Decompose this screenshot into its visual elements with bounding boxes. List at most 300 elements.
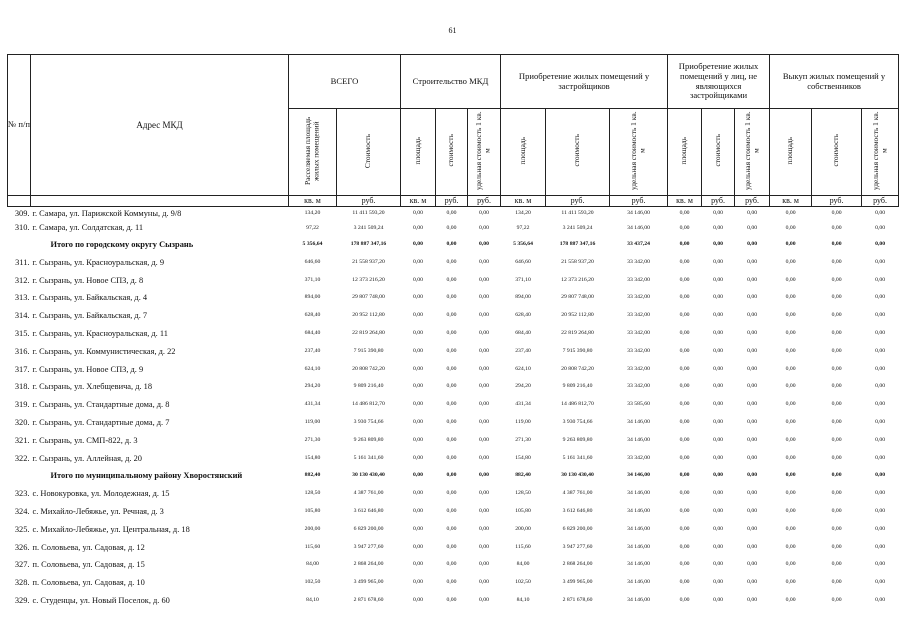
value-cell: 0,00 bbox=[413, 596, 423, 603]
col-header: удельная стоимость 1 кв. м bbox=[735, 109, 770, 196]
address-cell: г. Сызрань, ул. Красноуральская, д. 9 bbox=[32, 257, 165, 267]
row-number: 325. bbox=[14, 524, 30, 534]
value-cell: 0,00 bbox=[875, 383, 886, 390]
units-empty-cell bbox=[8, 196, 31, 207]
col-header: Расселяемая площадь жилых помещений bbox=[289, 109, 337, 196]
table-row bbox=[8, 592, 899, 610]
value-cell: 128,50 bbox=[515, 490, 531, 497]
value-cell: 0,00 bbox=[479, 436, 489, 443]
value-cell: 0,00 bbox=[413, 276, 423, 283]
value-cell: 0,00 bbox=[446, 210, 457, 216]
value-cell: 34 146,00 bbox=[627, 561, 650, 568]
value-cell: 9 263 809,80 bbox=[562, 436, 593, 443]
value-cell: 33 342,00 bbox=[627, 454, 650, 461]
value-cell: 0,00 bbox=[831, 454, 842, 461]
value-cell: 115,60 bbox=[515, 543, 531, 550]
value-cell: 294,20 bbox=[515, 383, 531, 390]
value-cell: 0,00 bbox=[413, 383, 423, 390]
value-cell: 0,00 bbox=[479, 225, 489, 231]
row-number: 309. bbox=[14, 209, 30, 218]
value-cell: 0,00 bbox=[785, 418, 796, 425]
value-cell: 0,00 bbox=[747, 294, 758, 301]
value-cell: 154,80 bbox=[304, 454, 321, 461]
address-header: Адрес МКД bbox=[31, 55, 289, 196]
unit-label: руб. bbox=[436, 196, 468, 207]
value-cell: 0,00 bbox=[785, 436, 796, 443]
value-cell: 119,00 bbox=[515, 418, 531, 425]
unit-label: кв. м bbox=[289, 196, 337, 207]
value-cell: 0,00 bbox=[875, 454, 886, 461]
value-cell: 3 499 965,00 bbox=[353, 579, 384, 586]
value-cell: 33 342,00 bbox=[627, 383, 650, 390]
value-cell: 34 146,00 bbox=[627, 210, 650, 216]
address-cell: г. Сызрань, ул. Коммунистическая, д. 22 bbox=[32, 346, 176, 356]
value-cell: 12 373 216,20 bbox=[561, 276, 594, 283]
value-cell: 0,00 bbox=[875, 490, 886, 497]
value-cell: 371,10 bbox=[304, 276, 321, 283]
value-cell: 14 486 812,70 bbox=[352, 401, 385, 408]
value-cell: 3 947 277,60 bbox=[353, 543, 384, 550]
value-cell: 0,00 bbox=[831, 418, 842, 425]
value-cell: 0,00 bbox=[446, 472, 457, 479]
col-header: площадь bbox=[770, 109, 812, 196]
address-cell: с. Михайло-Лебяжье, ул. Речная, д. 3 bbox=[32, 506, 164, 516]
value-cell: 0,00 bbox=[413, 579, 423, 586]
value-cell: 0,00 bbox=[875, 225, 886, 231]
value-cell: 0,00 bbox=[785, 454, 796, 461]
value-cell: 0,00 bbox=[446, 579, 457, 586]
value-cell: 0,00 bbox=[446, 401, 457, 408]
value-cell: 0,00 bbox=[446, 418, 457, 425]
value-cell: 0,00 bbox=[785, 490, 796, 497]
value-cell: 0,00 bbox=[446, 276, 457, 283]
value-cell: 0,00 bbox=[831, 436, 842, 443]
value-cell: 34 146,00 bbox=[627, 507, 650, 514]
value-cell: 11 411 593,20 bbox=[352, 210, 385, 216]
value-cell: 0,00 bbox=[747, 365, 758, 372]
address-cell: г. Сызрань, ул. Байкальская, д. 4 bbox=[32, 293, 148, 303]
value-cell: 0,00 bbox=[446, 543, 457, 550]
value-cell: 0,00 bbox=[747, 347, 758, 354]
value-cell: 0,00 bbox=[747, 596, 758, 603]
value-cell: 0,00 bbox=[785, 210, 796, 216]
value-cell: 105,80 bbox=[515, 507, 531, 514]
value-cell: 0,00 bbox=[446, 312, 457, 319]
value-cell: 0,00 bbox=[875, 241, 886, 247]
col-header: площадь bbox=[401, 109, 436, 196]
value-cell: 178 887 347,16 bbox=[350, 241, 387, 247]
value-cell: 34 146,00 bbox=[627, 436, 650, 443]
value-cell: 0,00 bbox=[785, 329, 796, 336]
value-cell: 0,00 bbox=[785, 472, 796, 479]
value-cell: 84,10 bbox=[516, 596, 530, 603]
value-cell: 0,00 bbox=[785, 507, 796, 514]
value-cell: 0,00 bbox=[479, 312, 489, 319]
value-cell: 0,00 bbox=[446, 454, 457, 461]
value-cell: 0,00 bbox=[747, 241, 758, 247]
value-cell: 0,00 bbox=[713, 329, 724, 336]
value-cell: 0,00 bbox=[713, 347, 724, 354]
value-cell: 97,22 bbox=[306, 225, 319, 231]
value-cell: 0,00 bbox=[831, 258, 842, 265]
value-cell: 0,00 bbox=[679, 312, 690, 319]
row-number: 328. bbox=[14, 578, 30, 588]
address-cell: п. Соловьева, ул. Садовая, д. 15 bbox=[32, 560, 145, 570]
value-cell: 5 161 341,60 bbox=[353, 454, 384, 461]
address-cell: п. Соловьева, ул. Садовая, д. 12 bbox=[32, 542, 145, 552]
value-cell: 0,00 bbox=[679, 561, 690, 568]
value-cell: 33 342,00 bbox=[627, 258, 650, 265]
value-cell: 0,00 bbox=[713, 365, 724, 372]
subtotal-row bbox=[8, 236, 899, 254]
value-cell: 0,00 bbox=[713, 294, 724, 301]
value-cell: 0,00 bbox=[713, 210, 724, 216]
value-cell: 0,00 bbox=[785, 561, 796, 568]
value-cell: 0,00 bbox=[785, 258, 796, 265]
value-cell: 0,00 bbox=[413, 312, 423, 319]
value-cell: 0,00 bbox=[785, 276, 796, 283]
row-number bbox=[8, 236, 31, 254]
value-cell: 646,60 bbox=[515, 258, 531, 265]
value-cell: 0,00 bbox=[413, 210, 423, 216]
value-cell: 0,00 bbox=[831, 525, 842, 532]
value-cell: 0,00 bbox=[679, 507, 690, 514]
value-cell: 0,00 bbox=[831, 579, 842, 586]
value-cell: 0,00 bbox=[679, 454, 690, 461]
value-cell: 2 871 678,60 bbox=[353, 596, 384, 603]
value-cell: 0,00 bbox=[413, 543, 423, 550]
value-cell: 237,40 bbox=[515, 347, 531, 354]
row-number: 326. bbox=[14, 542, 30, 552]
value-cell: 0,00 bbox=[446, 383, 457, 390]
value-cell: 0,00 bbox=[679, 490, 690, 497]
value-cell: 0,00 bbox=[713, 507, 724, 514]
value-cell: 3 612 646,80 bbox=[353, 507, 384, 514]
value-cell: 0,00 bbox=[679, 543, 690, 550]
value-cell: 0,00 bbox=[875, 507, 886, 514]
value-cell: 0,00 bbox=[713, 561, 724, 568]
value-cell: 0,00 bbox=[413, 347, 423, 354]
value-cell: 431,34 bbox=[304, 401, 321, 408]
value-cell: 0,00 bbox=[785, 365, 796, 372]
value-cell: 0,00 bbox=[875, 472, 886, 479]
value-cell: 0,00 bbox=[747, 436, 758, 443]
address-cell: г. Самара, ул. Парижской Коммуны, д. 9/8 bbox=[32, 209, 182, 218]
row-number: 324. bbox=[14, 506, 30, 516]
value-cell: 0,00 bbox=[831, 347, 842, 354]
value-cell: 200,00 bbox=[304, 525, 321, 532]
value-cell: 628,40 bbox=[515, 312, 531, 319]
value-cell: 0,00 bbox=[413, 225, 423, 231]
address-cell: г. Сызрань, ул. Новое СПЗ, д. 9 bbox=[32, 364, 144, 374]
value-cell: 0,00 bbox=[479, 579, 489, 586]
value-cell: 4 387 761,00 bbox=[353, 490, 384, 497]
value-cell: 7 915 390,80 bbox=[562, 347, 593, 354]
unit-label: руб. bbox=[862, 196, 899, 207]
value-cell: 0,00 bbox=[446, 507, 457, 514]
value-cell: 0,00 bbox=[679, 579, 690, 586]
value-cell: 0,00 bbox=[785, 383, 796, 390]
row-number: 315. bbox=[14, 328, 30, 338]
value-cell: 33 342,00 bbox=[627, 312, 650, 319]
value-cell: 0,00 bbox=[713, 596, 724, 603]
value-cell: 21 558 937,20 bbox=[561, 258, 594, 265]
group-header-non-developers: Приобретение жилых помещений у лиц, не являющихся застройщиками bbox=[668, 55, 770, 109]
value-cell: 4 387 761,00 bbox=[562, 490, 593, 497]
value-cell: 0,00 bbox=[713, 454, 724, 461]
value-cell: 0,00 bbox=[479, 365, 489, 372]
value-cell: 0,00 bbox=[747, 579, 758, 586]
value-cell: 0,00 bbox=[713, 383, 724, 390]
value-cell: 9 809 216,40 bbox=[562, 383, 593, 390]
value-cell: 154,80 bbox=[515, 454, 531, 461]
value-cell: 0,00 bbox=[446, 490, 457, 497]
units-row bbox=[8, 196, 899, 207]
row-number bbox=[8, 467, 31, 485]
value-cell: 0,00 bbox=[831, 401, 842, 408]
value-cell: 3 930 754,66 bbox=[562, 418, 593, 425]
value-cell: 0,00 bbox=[747, 543, 758, 550]
value-cell: 0,00 bbox=[831, 472, 842, 479]
unit-label: руб. bbox=[610, 196, 668, 207]
table-header bbox=[8, 55, 899, 207]
value-cell: 102,50 bbox=[515, 579, 531, 586]
value-cell: 0,00 bbox=[446, 561, 457, 568]
value-cell: 0,00 bbox=[479, 418, 489, 425]
value-cell: 34 146,00 bbox=[627, 490, 650, 497]
value-cell: 0,00 bbox=[713, 579, 724, 586]
table-row bbox=[8, 396, 899, 414]
value-cell: 0,00 bbox=[413, 365, 423, 372]
value-cell: 0,00 bbox=[831, 276, 842, 283]
value-cell: 0,00 bbox=[875, 294, 886, 301]
table-row bbox=[8, 343, 899, 361]
value-cell: 0,00 bbox=[747, 312, 758, 319]
value-cell: 0,00 bbox=[413, 561, 423, 568]
value-cell: 34 146,00 bbox=[627, 225, 650, 231]
row-number: 320. bbox=[14, 417, 30, 427]
value-cell: 0,00 bbox=[679, 258, 690, 265]
value-cell: 9 809 216,40 bbox=[353, 383, 384, 390]
col-header: площадь bbox=[668, 109, 702, 196]
table-row bbox=[8, 378, 899, 396]
value-cell: 0,00 bbox=[413, 436, 423, 443]
value-cell: 34 146,00 bbox=[627, 596, 650, 603]
unit-label: кв. м bbox=[668, 196, 702, 207]
value-cell: 0,00 bbox=[446, 596, 457, 603]
value-cell: 0,00 bbox=[875, 436, 886, 443]
unit-label: руб. bbox=[337, 196, 401, 207]
address-cell: с. Новокуровка, ул. Молодежная, д. 15 bbox=[32, 489, 170, 499]
value-cell: 0,00 bbox=[831, 294, 842, 301]
table-row bbox=[8, 325, 899, 343]
address-cell: г. Сызрань, ул. Стандартные дома, д. 8 bbox=[32, 400, 170, 410]
value-cell: 3 930 754,66 bbox=[353, 418, 384, 425]
col-header: Стоимость bbox=[337, 109, 401, 196]
value-cell: 0,00 bbox=[831, 507, 842, 514]
value-cell: 0,00 bbox=[679, 365, 690, 372]
value-cell: 0,00 bbox=[713, 436, 724, 443]
value-cell: 34 146,00 bbox=[627, 472, 650, 479]
value-cell: 0,00 bbox=[875, 401, 886, 408]
value-cell: 0,00 bbox=[679, 225, 690, 231]
value-cell: 0,00 bbox=[479, 258, 489, 265]
value-cell: 0,00 bbox=[831, 596, 842, 603]
value-cell: 0,00 bbox=[413, 401, 423, 408]
value-cell: 0,00 bbox=[747, 329, 758, 336]
value-cell: 14 486 812,70 bbox=[561, 401, 594, 408]
value-cell: 0,00 bbox=[679, 241, 690, 247]
group-header-developers: Приобретение жилых помещений у застройщиков bbox=[501, 55, 668, 109]
value-cell: 0,00 bbox=[713, 276, 724, 283]
value-cell: 0,00 bbox=[785, 596, 796, 603]
col-header: стоимость bbox=[702, 109, 735, 196]
value-cell: 34 146,00 bbox=[627, 418, 650, 425]
value-cell: 0,00 bbox=[875, 276, 886, 283]
table-body bbox=[8, 207, 899, 610]
value-cell: 0,00 bbox=[479, 347, 489, 354]
value-cell: 0,00 bbox=[713, 241, 724, 247]
value-cell: 9 263 809,80 bbox=[353, 436, 384, 443]
value-cell: 11 411 593,20 bbox=[561, 210, 594, 216]
value-cell: 200,00 bbox=[515, 525, 531, 532]
col-header: стоимость bbox=[546, 109, 610, 196]
value-cell: 0,00 bbox=[747, 276, 758, 283]
value-cell: 0,00 bbox=[785, 525, 796, 532]
value-cell: 0,00 bbox=[875, 525, 886, 532]
table-row bbox=[8, 556, 899, 574]
value-cell: 0,00 bbox=[479, 329, 489, 336]
value-cell: 0,00 bbox=[831, 312, 842, 319]
value-cell: 0,00 bbox=[747, 210, 758, 216]
value-cell: 0,00 bbox=[413, 454, 423, 461]
subtotal-label: Итого по муниципальному району Хворостянский bbox=[50, 471, 243, 481]
value-cell: 0,00 bbox=[479, 241, 489, 247]
value-cell: 20 808 742,20 bbox=[561, 365, 594, 372]
value-cell: 7 915 390,80 bbox=[353, 347, 384, 354]
address-cell: г. Сызрань, ул. Байкальская, д. 7 bbox=[32, 311, 148, 321]
value-cell: 0,00 bbox=[785, 225, 796, 231]
value-cell: 0,00 bbox=[747, 383, 758, 390]
value-cell: 0,00 bbox=[747, 258, 758, 265]
value-cell: 33 342,00 bbox=[627, 276, 650, 283]
value-cell: 431,34 bbox=[515, 401, 531, 408]
value-cell: 3 241 509,24 bbox=[353, 225, 384, 231]
unit-label: руб. bbox=[735, 196, 770, 207]
value-cell: 237,40 bbox=[304, 347, 321, 354]
value-cell: 0,00 bbox=[479, 561, 489, 568]
value-cell: 0,00 bbox=[875, 543, 886, 550]
value-cell: 0,00 bbox=[747, 472, 758, 479]
row-number: 317. bbox=[14, 364, 30, 374]
address-cell: г. Сызрань, ул. СМП-822, д. 3 bbox=[32, 435, 138, 445]
col-header: удельная стоимость 1 кв. м bbox=[468, 109, 501, 196]
value-cell: 84,00 bbox=[306, 561, 319, 568]
value-cell: 0,00 bbox=[479, 507, 489, 514]
value-cell: 6 829 200,00 bbox=[562, 525, 593, 532]
value-cell: 12 373 216,20 bbox=[352, 276, 385, 283]
value-cell: 894,00 bbox=[515, 294, 531, 301]
address-cell: п. Соловьева, ул. Садовая, д. 10 bbox=[32, 578, 145, 588]
value-cell: 0,00 bbox=[679, 383, 690, 390]
value-cell: 0,00 bbox=[413, 329, 423, 336]
row-number: 313. bbox=[14, 293, 30, 303]
value-cell: 0,00 bbox=[479, 401, 489, 408]
value-cell: 84,00 bbox=[516, 561, 530, 568]
value-cell: 0,00 bbox=[713, 401, 724, 408]
value-cell: 5 356,64 bbox=[513, 241, 533, 247]
value-cell: 0,00 bbox=[875, 561, 886, 568]
value-cell: 0,00 bbox=[713, 525, 724, 532]
value-cell: 0,00 bbox=[875, 579, 886, 586]
value-cell: 624,10 bbox=[515, 365, 531, 372]
value-cell: 0,00 bbox=[479, 383, 489, 390]
table-row bbox=[8, 485, 899, 503]
value-cell: 0,00 bbox=[875, 210, 886, 216]
value-cell: 0,00 bbox=[831, 241, 842, 247]
value-cell: 0,00 bbox=[446, 365, 457, 372]
col-header: удельная стоимость 1 кв. м bbox=[862, 109, 899, 196]
unit-label: кв. м bbox=[501, 196, 546, 207]
row-number: 323. bbox=[14, 489, 30, 499]
value-cell: 20 808 742,20 bbox=[352, 365, 385, 372]
value-cell: 0,00 bbox=[479, 596, 489, 603]
value-cell: 0,00 bbox=[747, 401, 758, 408]
value-cell: 102,50 bbox=[304, 579, 321, 586]
value-cell: 0,00 bbox=[747, 418, 758, 425]
value-cell: 0,00 bbox=[713, 490, 724, 497]
address-cell: г. Самара, ул. Солдатская, д. 11 bbox=[32, 223, 144, 232]
value-cell: 0,00 bbox=[679, 596, 690, 603]
value-cell: 0,00 bbox=[831, 365, 842, 372]
row-number: 322. bbox=[14, 453, 30, 463]
table-row bbox=[8, 450, 899, 468]
value-cell: 0,00 bbox=[679, 210, 690, 216]
value-cell: 0,00 bbox=[831, 490, 842, 497]
value-cell: 33 342,00 bbox=[627, 329, 650, 336]
value-cell: 0,00 bbox=[479, 525, 489, 532]
value-cell: 84,10 bbox=[306, 596, 319, 603]
value-cell: 0,00 bbox=[413, 472, 423, 479]
value-cell: 882,40 bbox=[304, 472, 321, 479]
value-cell: 0,00 bbox=[446, 225, 457, 231]
value-cell: 0,00 bbox=[679, 525, 690, 532]
value-cell: 0,00 bbox=[446, 347, 457, 354]
address-cell: г. Сызрань, ул. Хлебщевича, д. 18 bbox=[32, 382, 153, 392]
col-header: удельная стоимость 1 кв. м bbox=[610, 109, 668, 196]
table-row bbox=[8, 289, 899, 307]
value-cell: 0,00 bbox=[446, 294, 457, 301]
value-cell: 0,00 bbox=[831, 543, 842, 550]
value-cell: 0,00 bbox=[679, 329, 690, 336]
address-cell: г. Сызрань, ул. Стандартные дома, д. 7 bbox=[32, 417, 170, 427]
value-cell: 0,00 bbox=[446, 258, 457, 265]
value-cell: 0,00 bbox=[875, 258, 886, 265]
value-cell: 0,00 bbox=[785, 312, 796, 319]
value-cell: 2 868 264,00 bbox=[562, 561, 593, 568]
value-cell: 0,00 bbox=[413, 507, 423, 514]
row-number: 329. bbox=[14, 595, 30, 605]
unit-label: руб. bbox=[546, 196, 610, 207]
row-number: 327. bbox=[14, 560, 30, 570]
value-cell: 0,00 bbox=[446, 241, 457, 247]
value-cell: 0,00 bbox=[875, 347, 886, 354]
value-cell: 3 612 646,80 bbox=[562, 507, 593, 514]
value-cell: 20 952 112,80 bbox=[352, 312, 385, 319]
value-cell: 0,00 bbox=[875, 329, 886, 336]
row-number: 310. bbox=[14, 223, 30, 232]
col-header: стоимость bbox=[812, 109, 862, 196]
